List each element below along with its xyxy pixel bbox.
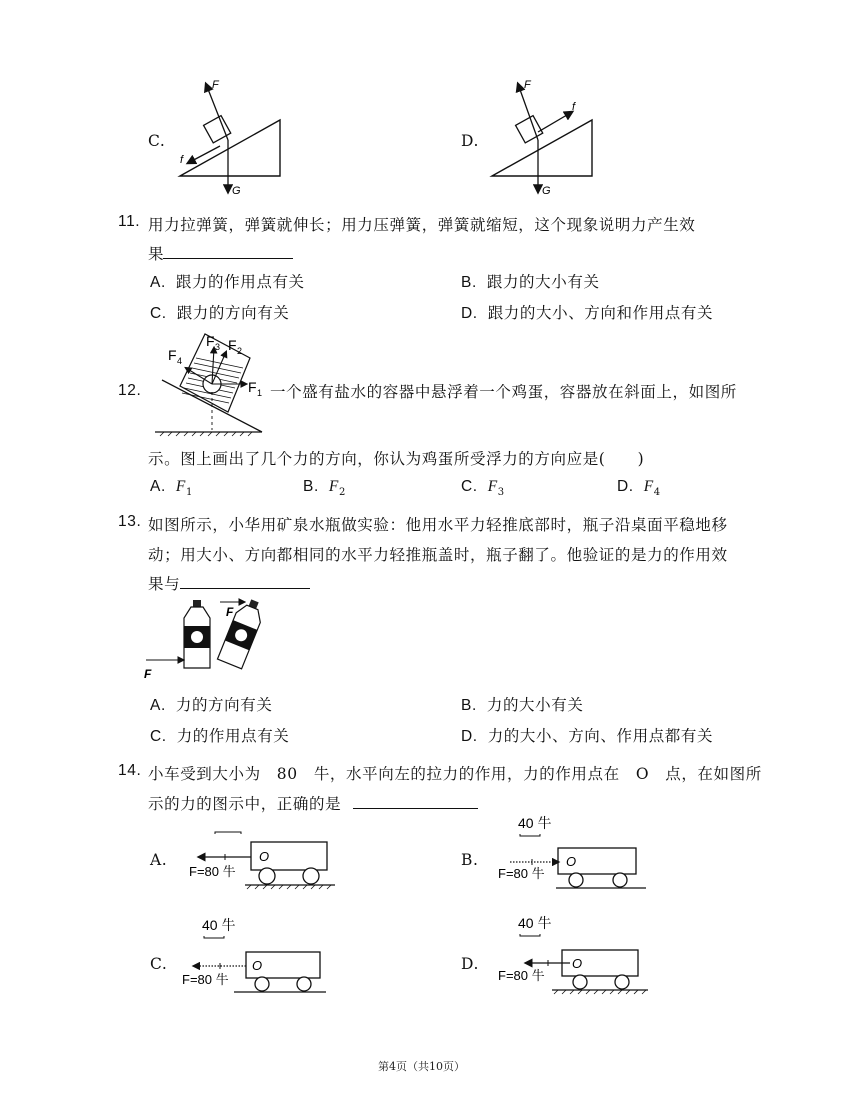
q11-number: 11. [118, 213, 141, 230]
q12-number: 12. [118, 382, 142, 399]
q14d-point-O: O [572, 956, 583, 971]
q14-stem-line2: 示的力的图示中，正确的是 [148, 795, 342, 813]
q14a-point-O: O [259, 849, 270, 864]
q10d-f-label: f [572, 101, 576, 113]
q11-option-a-label: A. [150, 274, 166, 291]
q13-option-b[interactable] [461, 693, 583, 715]
q12-option-a-label: A. [150, 478, 166, 495]
q13-option-a-label: A. [150, 697, 166, 714]
q12-option-b-sub: 2 [338, 487, 346, 499]
q14-option-c-label[interactable]: C. [150, 955, 168, 973]
q12-fig-F1: F [248, 379, 257, 395]
q12-fig-F2: F [228, 337, 237, 353]
q11-option-b[interactable] [461, 270, 600, 292]
q11-option-d[interactable] [461, 301, 713, 323]
q14b-point-O: O [566, 854, 577, 869]
q12-option-a-text: F [175, 478, 186, 495]
q14-option-a-figure [185, 824, 345, 890]
q11-option-b-label: B. [461, 274, 477, 291]
q10c-F-label: F [212, 79, 219, 91]
q12-option-a-sub: 1 [185, 487, 193, 499]
q13-fig-F-top: F [226, 605, 234, 619]
q13-fig-F-bottom: F [144, 667, 152, 681]
q11-stem-line1: 用力拉弹簧，弹簧就伸长；用力压弹簧，弹簧就缩短，这个现象说明力产生效 [148, 216, 696, 234]
q12-fig-F3-sub: 3 [215, 342, 221, 352]
q12-option-d-text: F [643, 478, 654, 495]
q11-option-a[interactable] [150, 270, 305, 292]
q13-option-d-label: D. [461, 728, 478, 745]
q12-figure [150, 330, 270, 440]
q10d-F-label: F [524, 79, 531, 91]
q11-option-c-label: C. [150, 305, 167, 322]
q11-option-d-label: D. [461, 305, 478, 322]
q12-stem-line2: 示。图上画出了几个力的方向，你认为鸡蛋所受浮力的方向应是( ) [148, 450, 645, 468]
q12-option-b-text: F [328, 478, 339, 495]
q13-option-b-text: 力的大小有关 [486, 696, 584, 714]
q14c-scale-label: 40 牛 [202, 917, 236, 933]
q13-option-d-text: 力的大小、方向、作用点都有关 [487, 727, 714, 745]
q14a-force-label: F=80 牛 [189, 864, 236, 879]
q10-option-c-figure [170, 70, 290, 198]
q14-option-a-label[interactable]: A. [150, 851, 168, 869]
q11-option-a-text: 跟力的作用点有关 [175, 273, 305, 291]
q12-fig-F4: F [168, 347, 177, 363]
q12-option-b[interactable] [303, 477, 346, 498]
q10d-G-label: G [542, 185, 551, 197]
q11-option-d-text: 跟力的大小、方向和作用点有关 [487, 304, 714, 322]
q11-option-b-text: 跟力的大小有关 [486, 273, 600, 291]
q13-option-c-label: C. [150, 728, 167, 745]
q13-stem-line3: 果与 [148, 575, 181, 593]
q12-fig-F2-sub: 2 [237, 346, 243, 356]
q14-stem-line1: 小车受到大小为 80 牛，水平向左的拉力的作用，力的作用点在 O 点，在如图所 [148, 765, 762, 783]
q13-option-d[interactable] [461, 724, 713, 746]
q14d-force-label: F=80 牛 [498, 968, 545, 983]
q14b-scale-label: 40 牛 [518, 815, 552, 831]
q11-option-c-text: 跟力的方向有关 [176, 304, 290, 322]
q12-fig-F1-sub: 1 [257, 388, 263, 398]
q12-stem-line1: 一个盛有盐水的容器中悬浮着一个鸡蛋，容器放在斜面上，如图所 [270, 383, 737, 401]
q12-option-c-sub: 3 [497, 487, 505, 499]
q12-option-d-label: D. [617, 478, 634, 495]
q11-answer-blank[interactable] [163, 242, 293, 259]
q14-option-c-figure [180, 914, 340, 996]
q13-option-b-label: B. [461, 697, 477, 714]
q13-stem-line2: 动；用大小、方向都相同的水平力轻推瓶盖时，瓶子翻了。他验证的是力的作用效 [148, 546, 728, 564]
q13-stem-line1: 如图所示，小华用矿泉水瓶做实验：他用水平力轻推底部时，瓶子沿桌面平稳地移 [148, 516, 728, 534]
q13-option-c-text: 力的作用点有关 [176, 727, 290, 745]
q14d-scale-label: 40 牛 [518, 915, 552, 931]
page-footer: 第4页（共10页） [378, 1060, 465, 1073]
q12-option-d[interactable] [617, 477, 661, 498]
q12-fig-F4-sub: 4 [177, 356, 183, 366]
q14-option-b-label[interactable]: B. [461, 851, 479, 869]
q10c-f-label: f [180, 154, 184, 166]
q10-option-c-label: C. [148, 132, 166, 150]
q10-option-d-figure [482, 70, 602, 198]
q14-option-b-figure [496, 812, 656, 890]
q13-number: 13. [118, 513, 142, 530]
q13-option-c[interactable] [150, 724, 289, 746]
q14c-force-label: F=80 牛 [182, 972, 229, 987]
q14b-force-label: F=80 牛 [498, 866, 545, 881]
q11-stem-line2: 果 [148, 245, 165, 263]
q12-option-d-sub: 4 [653, 487, 661, 499]
q11-option-c[interactable] [150, 301, 289, 323]
q13-option-a-text: 力的方向有关 [175, 696, 273, 714]
q14-number: 14. [118, 762, 142, 779]
q10c-G-label: G [232, 185, 241, 197]
q14c-point-O: O [252, 958, 263, 973]
q13-answer-blank[interactable] [180, 572, 310, 589]
q14-answer-blank[interactable] [353, 792, 478, 809]
q13-option-a[interactable] [150, 693, 272, 715]
q12-option-c[interactable] [461, 477, 505, 498]
q14-option-d-label[interactable]: D. [461, 955, 480, 973]
q12-option-b-label: B. [303, 478, 319, 495]
q12-option-a[interactable] [150, 477, 193, 498]
q12-option-c-label: C. [461, 478, 478, 495]
q12-option-c-text: F [487, 478, 498, 495]
q10-option-d-label: D. [461, 132, 480, 150]
q12-fig-F3: F [206, 333, 215, 349]
q14-option-d-figure [496, 912, 656, 998]
q13-figure [144, 596, 274, 682]
